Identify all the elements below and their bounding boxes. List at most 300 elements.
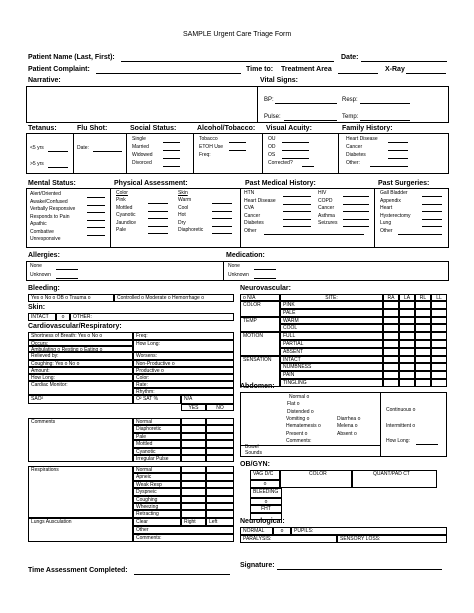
- cardio-resp-no[interactable]: [206, 510, 234, 517]
- neurovascular-label: Neurovascular:: [240, 285, 291, 292]
- medication-unknown-field[interactable]: [254, 278, 276, 279]
- visual-acuity-label: Visual Acuity:: [266, 125, 312, 132]
- flu-date-label: Date:: [77, 145, 89, 151]
- neuro-cell[interactable]: [415, 356, 431, 364]
- date-field[interactable]: [361, 61, 447, 62]
- skin-item: Hot: [178, 212, 186, 218]
- bp-label: BP:: [264, 97, 274, 103]
- pmh-item: COPD: [318, 197, 333, 204]
- family-diabetes: Diabetes: [346, 152, 366, 158]
- pmh-item-field[interactable]: [343, 204, 369, 205]
- surgery-item: Hysterectomy: [380, 212, 411, 219]
- cardio-resp-yes[interactable]: [181, 510, 206, 517]
- neuro-cell[interactable]: [415, 332, 431, 340]
- social-divorced-field[interactable]: [163, 166, 180, 167]
- narrative-box[interactable]: [26, 86, 449, 123]
- color-item: Mottled: [116, 204, 133, 211]
- skin-intact: INTACT: [28, 313, 56, 321]
- cardio-ambulating[interactable]: Ambulating o Resting o Eating o: [28, 346, 133, 352]
- pmh-item-field[interactable]: [283, 219, 311, 220]
- cardio-other[interactable]: Other: [133, 526, 234, 534]
- skin-item-field[interactable]: [212, 203, 232, 204]
- cardio-right[interactable]: Right: [181, 518, 206, 526]
- skin-item: Warm: [178, 197, 192, 203]
- etoh-label: ETOH Use: [199, 144, 224, 150]
- social-widowed-field[interactable]: [163, 158, 180, 159]
- neuro-group: MOTION: [240, 332, 280, 355]
- abd-bowel: Bowel: [245, 444, 259, 450]
- neuro-row: INTACT: [280, 356, 383, 364]
- form-title: SAMPLE Urgent Care Triage Form: [183, 31, 292, 38]
- bleeding-options[interactable]: Yes o No o OB o Trauma o: [28, 294, 114, 302]
- neuro-cell[interactable]: [415, 371, 431, 379]
- color-item-field[interactable]: [148, 233, 168, 234]
- neuro-site[interactable]: SITE:: [280, 294, 383, 301]
- neuro-paralysis[interactable]: PARALYSIS:: [240, 535, 337, 543]
- cardio-resp-obs: Normal: [133, 466, 181, 473]
- neuro-row: FULL: [280, 332, 383, 340]
- cardio-sat: O² SAT %: [133, 395, 181, 404]
- neuro-cell[interactable]: [383, 301, 399, 309]
- mental-item-field[interactable]: [87, 212, 105, 213]
- cardio-skin-no[interactable]: [206, 425, 234, 432]
- cardio-coughing[interactable]: Coughing: Yes o No o: [28, 360, 133, 367]
- mental-item-field[interactable]: [87, 220, 105, 221]
- pmh-item-field[interactable]: [283, 211, 311, 212]
- neuro-col-header: LA: [399, 294, 415, 301]
- abd-sounds: Sounds: [245, 450, 262, 456]
- cardio-resp-no[interactable]: [206, 481, 234, 488]
- color-item-field[interactable]: [148, 226, 168, 227]
- allergies-unknown-field[interactable]: [56, 278, 78, 279]
- cardio-resp-obs: Wheezing: [133, 503, 181, 510]
- neuro-cell[interactable]: [399, 301, 415, 309]
- etoh-field[interactable]: [229, 150, 246, 151]
- pmh-item: HIV: [318, 190, 327, 196]
- neuro-cell[interactable]: [383, 332, 399, 340]
- narrative-label: Narrative:: [28, 77, 61, 84]
- bleeding-severity[interactable]: Controlled o Moderate o Hemorrhage o: [114, 294, 234, 302]
- cardio-non-productive[interactable]: Non-Productive o: [133, 360, 234, 367]
- visual-ou: OU: [268, 136, 276, 142]
- cardio-skin-yes[interactable]: [181, 440, 206, 447]
- abd-how-long: How Long:: [386, 438, 410, 444]
- cardio-yes: YES: [181, 404, 206, 411]
- cardio-respirations: Respirations: [28, 466, 133, 518]
- neuro-cell[interactable]: [399, 363, 415, 371]
- flu-date-field[interactable]: [93, 151, 122, 152]
- visual-os-field[interactable]: [282, 158, 309, 159]
- pulse-label: Pulse:: [264, 114, 281, 120]
- neuro-cell[interactable]: [399, 317, 415, 325]
- pmh-item-field[interactable]: [343, 211, 369, 212]
- surgery-item-field[interactable]: [422, 219, 442, 220]
- cardio-skin-no[interactable]: [206, 448, 234, 455]
- neuro-row: PINK: [280, 301, 383, 309]
- abdomen-item: Vomiting o: [286, 415, 310, 422]
- tobacco-label: Tobacco: [199, 136, 218, 142]
- visual-ou-field[interactable]: [282, 142, 309, 143]
- cardio-resp-no[interactable]: [206, 503, 234, 510]
- pmh-item-field[interactable]: [343, 196, 369, 197]
- pmh-item-field[interactable]: [283, 226, 311, 227]
- abdomen-divider: [240, 445, 380, 446]
- abd-intermittent[interactable]: Intermittent o: [386, 423, 416, 429]
- signature-field[interactable]: [277, 569, 442, 570]
- color-item: Pale: [116, 227, 127, 233]
- neuro-cell[interactable]: [431, 332, 447, 340]
- cardio-resp-no[interactable]: [206, 473, 234, 480]
- skin-intact-check[interactable]: o: [56, 313, 70, 321]
- neuro-row: NUMBNESS: [280, 363, 383, 371]
- neuro-cell[interactable]: [383, 356, 399, 364]
- tobacco-field[interactable]: [229, 142, 246, 143]
- neuro-cell[interactable]: [431, 379, 447, 387]
- cardio-resp-no[interactable]: [206, 496, 234, 503]
- surgery-item-field[interactable]: [422, 196, 442, 197]
- obgyn-quant[interactable]: QUANT/PAD CT: [352, 470, 437, 488]
- neuro-cell[interactable]: [415, 301, 431, 309]
- neuro-row: TINGLING: [280, 379, 383, 387]
- cardio-sob[interactable]: Shortness of Breath: Yes o No o: [28, 332, 133, 340]
- neuro-na[interactable]: o N/A: [240, 294, 280, 301]
- xray-field[interactable]: [406, 73, 446, 74]
- cardio-lungs: Lungs Ausculation: [28, 518, 133, 542]
- neuro-cell[interactable]: [383, 348, 399, 356]
- skin-item-field[interactable]: [212, 211, 232, 212]
- family-other: Other:: [346, 160, 360, 166]
- family-cancer: Cancer: [346, 144, 363, 150]
- surgery-item: Lung: [380, 220, 392, 226]
- cardio-resp-yes[interactable]: [181, 496, 206, 503]
- neuro-row: WARM: [280, 317, 383, 325]
- obgyn-color[interactable]: COLOR: [280, 470, 352, 488]
- neuro-pupils[interactable]: PUPILS:: [291, 527, 447, 535]
- cardio-skin-obs: Cyanotic: [133, 448, 181, 455]
- color-item-field[interactable]: [148, 211, 168, 212]
- pmh-item: Diabetes: [244, 220, 264, 226]
- date-label: Date:: [341, 54, 359, 61]
- mental-item: Apathic: [30, 221, 47, 227]
- cardio-resp-no[interactable]: [206, 488, 234, 495]
- flu-shot-label: Flu Shot:: [77, 125, 108, 132]
- cardio-resp-yes[interactable]: [181, 488, 206, 495]
- pmh-item-field[interactable]: [264, 234, 364, 235]
- abdomen-comments: Comments:: [286, 438, 312, 444]
- neuro-cell[interactable]: [383, 324, 399, 332]
- patient-name-field[interactable]: [121, 61, 334, 62]
- mental-item: Verbally Responsive: [30, 206, 76, 212]
- cardio-resp-yes[interactable]: [181, 481, 206, 488]
- mental-item-field[interactable]: [87, 197, 105, 198]
- bp-field[interactable]: [275, 103, 337, 104]
- pmh-item-field[interactable]: [283, 204, 311, 205]
- neuro-cell[interactable]: [399, 340, 415, 348]
- obgyn-bleeding-check[interactable]: o: [250, 498, 282, 505]
- cardio-rhythm[interactable]: Rhythm:: [133, 388, 234, 395]
- treatment-area-field[interactable]: [338, 73, 378, 74]
- mental-item: Responds to Pain: [30, 213, 70, 220]
- tetanus-lt5-field[interactable]: [48, 151, 68, 152]
- cardio-na[interactable]: N/A: [181, 395, 234, 404]
- resp-field[interactable]: [360, 103, 410, 104]
- cardio-skin-no[interactable]: [206, 418, 234, 425]
- cardio-rate[interactable]: Rate:: [133, 381, 234, 388]
- cardio-skin-yes[interactable]: [181, 425, 206, 432]
- cardio-comments[interactable]: Comments: [28, 418, 133, 462]
- cardio-monitor[interactable]: Cardiac Monitor:: [28, 381, 133, 395]
- surgery-item: Other: [380, 227, 393, 234]
- color-item-field[interactable]: [148, 218, 168, 219]
- family-heart-field[interactable]: [388, 142, 408, 143]
- cardio-resp-obs: Retracting: [133, 510, 181, 517]
- abdomen-item: Hematemesis o: [286, 423, 321, 430]
- pmh-item: HTN: [244, 190, 255, 196]
- color-item: Jaundice: [116, 219, 137, 226]
- neuro-normal: NORMAL: [240, 527, 273, 535]
- neuro-cell[interactable]: [383, 317, 399, 325]
- social-single: Single: [132, 136, 146, 142]
- cardio-occurs: Occurs:: [28, 340, 133, 346]
- abdomen-item: Normal o: [289, 394, 310, 400]
- neuro-group: SENSATION: [240, 356, 280, 387]
- neuro-cell[interactable]: [415, 379, 431, 387]
- family-diabetes-field[interactable]: [388, 158, 408, 159]
- cardio-color[interactable]: Color:: [133, 374, 234, 381]
- cardio-worsens[interactable]: Worsens:: [133, 352, 234, 360]
- pmh-item-field[interactable]: [343, 219, 369, 220]
- surgery-item-field[interactable]: [398, 234, 442, 235]
- cardio-skin-obs: Normal: [133, 418, 181, 425]
- obgyn-vag-check[interactable]: o: [250, 480, 280, 488]
- mental-item-field[interactable]: [87, 227, 105, 228]
- medication-none-field[interactable]: [254, 269, 276, 270]
- neuro-cell[interactable]: [431, 340, 447, 348]
- cardio-skin-obs: Diaphoretic: [133, 425, 181, 432]
- neuro-cell[interactable]: [431, 317, 447, 325]
- abdomen-item-2: Absent o: [337, 430, 357, 437]
- cardio-amount[interactable]: Amount:: [28, 367, 133, 374]
- neuro-row: COOL: [280, 324, 383, 332]
- neuro-cell[interactable]: [399, 332, 415, 340]
- color-heading: Color: [116, 190, 128, 196]
- cardio-resp-obs: Coughing: [133, 496, 181, 503]
- cardio-resp-no[interactable]: [206, 466, 234, 473]
- medication-none: None: [228, 263, 240, 269]
- family-history-label: Family History:: [342, 125, 393, 132]
- skin-other[interactable]: OTHER:: [70, 313, 234, 321]
- temp-field[interactable]: [360, 120, 410, 121]
- surgery-item-field[interactable]: [422, 226, 442, 227]
- cardio-skin-yes[interactable]: [181, 433, 206, 440]
- visual-od-field[interactable]: [282, 150, 309, 151]
- mental-status-label: Mental Status:: [28, 180, 76, 187]
- neuro-normal-check[interactable]: o: [273, 527, 291, 535]
- neuro-cell[interactable]: [399, 309, 415, 317]
- neuro-cell[interactable]: [399, 379, 415, 387]
- obgyn-label: OB/GYN:: [240, 461, 270, 468]
- allergies-unknown: Unknown: [30, 272, 51, 278]
- family-heart: Heart Disease: [346, 136, 378, 142]
- neuro-cell[interactable]: [383, 371, 399, 379]
- abd-how-long-field[interactable]: [416, 444, 438, 445]
- color-item: Pink: [116, 197, 126, 203]
- neuro-cell[interactable]: [399, 348, 415, 356]
- pmh-label: Past Medical History:: [245, 180, 316, 187]
- vital-signs-label: Vital Signs:: [260, 77, 298, 84]
- cardio-resp-yes[interactable]: [181, 466, 206, 473]
- skin-label: Skin:: [28, 304, 46, 311]
- visual-os: OS: [268, 152, 276, 158]
- surgery-item: Gall Bladder: [380, 190, 408, 196]
- obgyn-bleeding: BLEEDING: [250, 488, 282, 498]
- skin-item-field[interactable]: [212, 226, 232, 227]
- cardio-skin-no[interactable]: [206, 440, 234, 447]
- allergies-label: Allergies:: [28, 252, 60, 259]
- abdomen-item: Flat o: [287, 401, 300, 408]
- cardio-skin-obs: Irregular Pulse: [133, 455, 181, 462]
- pmh-item: Seizures: [318, 220, 338, 226]
- abd-continuous[interactable]: Continuous o: [386, 407, 416, 413]
- cardio-skin-yes[interactable]: [181, 448, 206, 455]
- social-married: Married: [132, 144, 149, 150]
- cardio-productive[interactable]: Productive o: [133, 367, 234, 374]
- cardio-clear: Clear: [133, 518, 181, 526]
- skin-item: Dry: [178, 219, 186, 226]
- obgyn-vag: VAG D/C: [250, 470, 280, 480]
- complaint-field[interactable]: [96, 73, 241, 74]
- cardio-skin-yes[interactable]: [181, 455, 206, 462]
- cardio-skin-no[interactable]: [206, 433, 234, 440]
- cardio-relieved[interactable]: Relieved by:: [28, 352, 133, 360]
- neuro-cell[interactable]: [431, 356, 447, 364]
- neuro-cell[interactable]: [431, 309, 447, 317]
- neuro-row: PARTIAL: [280, 340, 383, 348]
- surgery-item-field[interactable]: [422, 204, 442, 205]
- cardio-left[interactable]: Left: [206, 518, 234, 526]
- neuro-col-header: LL: [431, 294, 447, 301]
- surgery-item-field[interactable]: [422, 211, 442, 212]
- cardio-freq[interactable]: Freq:: [133, 332, 234, 340]
- family-other-field[interactable]: [370, 166, 408, 167]
- neuro-cell[interactable]: [415, 324, 431, 332]
- family-cancer-field[interactable]: [388, 150, 408, 151]
- tetanus-gt5: >5 yrs: [30, 161, 44, 167]
- social-single-field[interactable]: [163, 142, 180, 143]
- skin-item-field[interactable]: [212, 233, 232, 234]
- surgery-item: Heart: [380, 205, 393, 211]
- treatment-area-label: Treatment Area: [281, 66, 332, 73]
- neuro-row: ABSENT: [280, 348, 383, 356]
- neuro-cell[interactable]: [431, 324, 447, 332]
- pmh-item-field[interactable]: [283, 196, 311, 197]
- neuro-sensory[interactable]: SENSORY LOSS:: [337, 535, 447, 543]
- neuro-cell[interactable]: [399, 356, 415, 364]
- pmh-item: Cancer: [318, 205, 335, 211]
- neuro-cell[interactable]: [431, 371, 447, 379]
- cardio-no: NO: [206, 404, 234, 411]
- time-completed-field[interactable]: [134, 574, 230, 575]
- neuro-cell[interactable]: [383, 309, 399, 317]
- social-status-label: Social Status:: [130, 125, 177, 132]
- cardio-resp-yes[interactable]: [181, 473, 206, 480]
- visual-od: OD: [268, 144, 276, 150]
- social-divorced: Divorced: [132, 160, 152, 166]
- mental-item: Unresponsive: [30, 236, 61, 242]
- xray-label: X-Ray: [385, 66, 405, 73]
- neuro-cell[interactable]: [383, 363, 399, 371]
- neuro-cell[interactable]: [431, 363, 447, 371]
- neuro-cell[interactable]: [415, 317, 431, 325]
- pmh-item: Heart Disease: [244, 197, 276, 204]
- patient-name-label: Patient Name (Last, First):: [28, 54, 115, 61]
- cardio-how-long-2[interactable]: How Long:: [28, 374, 133, 381]
- cardio-skin-no[interactable]: [206, 455, 234, 462]
- abdomen-item-2: Diarrhea o: [337, 416, 361, 422]
- obgyn-fht: FHT: [250, 505, 282, 513]
- allergies-none-field[interactable]: [56, 269, 78, 270]
- neuro-cell[interactable]: [399, 324, 415, 332]
- abdomen-label: Abdomen:: [240, 383, 275, 390]
- pulse-field[interactable]: [284, 120, 337, 121]
- mental-item-field[interactable]: [87, 205, 105, 206]
- pmh-item-field[interactable]: [343, 226, 369, 227]
- neuro-cell[interactable]: [415, 348, 431, 356]
- mental-item-field[interactable]: [87, 235, 105, 236]
- neuro-cell[interactable]: [431, 348, 447, 356]
- neuro-group: TEMP: [240, 317, 280, 333]
- surgery-item: Appendix: [380, 197, 401, 204]
- cardio-skin-obs: Pale: [133, 433, 181, 440]
- neuro-cell[interactable]: [383, 340, 399, 348]
- freq-label: Freq:: [199, 152, 211, 158]
- social-married-field[interactable]: [163, 150, 180, 151]
- neuro-cell[interactable]: [415, 309, 431, 317]
- skin-heading: Skin: [178, 190, 188, 196]
- physical-assessment-label: Physical Assessment:: [114, 180, 188, 187]
- color-item-field[interactable]: [148, 203, 168, 204]
- row1-box: [26, 133, 449, 174]
- cardio-resp-yes[interactable]: [181, 503, 206, 510]
- tetanus-gt5-field[interactable]: [48, 167, 68, 168]
- pmh-item: Cancer: [244, 212, 261, 219]
- neuro-row: PALE: [280, 309, 383, 317]
- surgeries-label: Past Surgeries:: [378, 180, 430, 187]
- neurological-label: Neurological:: [240, 518, 285, 525]
- cardio-resp-obs: Weak Resp: [133, 481, 181, 488]
- cardio-how-long[interactable]: How Long:: [133, 340, 234, 352]
- visual-corrected-field[interactable]: [302, 166, 314, 167]
- pmh-item: CVA: [244, 205, 254, 211]
- neuro-cell[interactable]: [383, 379, 399, 387]
- cardio-comments-2[interactable]: Comments:: [133, 534, 234, 542]
- alcohol-tobacco-label: Alcohol/Tobacco:: [197, 125, 256, 132]
- medication-label: Medication:: [226, 252, 265, 259]
- pmh-item: Other: [244, 227, 257, 234]
- neuro-cell[interactable]: [415, 340, 431, 348]
- skin-item: Diaphoretic: [178, 227, 204, 233]
- neuro-col-header: RL: [415, 294, 431, 301]
- neuro-cell[interactable]: [415, 363, 431, 371]
- temp-label: Temp:: [342, 114, 359, 120]
- cardio-sao2[interactable]: SAO²: [28, 395, 133, 404]
- cardio-label: Cardiovascular/Respiratory:: [28, 323, 122, 330]
- neuro-cell[interactable]: [399, 371, 415, 379]
- time-to-label: Time to:: [246, 66, 274, 73]
- cardio-skin-yes[interactable]: [181, 418, 206, 425]
- neuro-cell[interactable]: [431, 301, 447, 309]
- skin-item-field[interactable]: [212, 218, 232, 219]
